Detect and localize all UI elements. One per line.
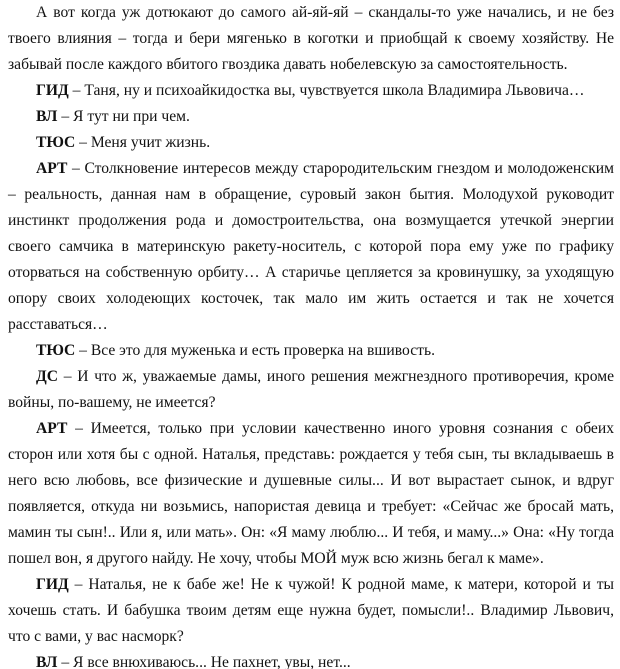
speaker-name: ВЛ	[36, 654, 58, 669]
paragraph-text: – Я все внюхиваюсь... Не пахнет, увы, нет...	[57, 654, 351, 669]
speaker-name: АРТ	[36, 420, 68, 437]
speaker-name: АРТ	[36, 160, 68, 177]
paragraph-dialogue	[8, 364, 614, 416]
paragraph-dialogue	[8, 156, 614, 338]
speaker-name: ДС	[36, 368, 58, 385]
paragraph-text: – Имеется, только при условии качественно иного уровня сознания с обеих сторон или хотя бы с одной. Наталья, представь: рождается у тебя сын, ты вкладываешь в него всю любовь, все физические и душевные силы... И вот вырастает сынок, и вдруг появляется, откуда ни возьмись, напористая девица и требует: «Сейчас же бросай мать, мамин ты сын!.. Или я, или мать». Он: «Я маму люблю... И тебя, и маму...» Она: «Ну тогда пошел вон, я другого найду. Не хочу, чтобы МОЙ муж всю жизнь бегал к маме».	[8, 420, 614, 567]
paragraph-text: – Все это для муженька и есть проверка на вшивость.	[75, 342, 435, 359]
paragraph-dialogue	[8, 572, 614, 650]
paragraph-text: – Таня, ну и психоайкидостка вы, чувствуется школа Владимира Львовича…	[68, 82, 585, 99]
paragraph-text: – Столкновение интересов между старородительским гнездом и молодоженским – реальность, данная нам в обращение, суровый закон бытия. Молодухой руководит инстинкт продолжения рода и домостроительства, она возмущается утечкой энергии своего самчика в материнскую ракету-носитель, с которой пора ему уже по графику оторваться на собственную орбиту… А старичье цепляется за кровинушку, за уходящую опору своих холодеющих косточек, так мало им жить остается и так не хочется расставаться…	[8, 160, 614, 333]
paragraph-dialogue	[8, 78, 614, 104]
speaker-name: ВЛ	[36, 108, 58, 125]
paragraph-text: – Наталья, не к бабе же! Не к чужой! К родной маме, к матери, которой и ты хочешь стать. И бабушка твоим детям еще нужна будет, помысли!.. Владимир Львович, что с вами, у вас насморк?	[8, 576, 614, 645]
speaker-name: ТЮС	[36, 342, 76, 359]
paragraph-dialogue	[8, 130, 614, 156]
paragraph-text: А вот когда уж дотюкают до самого ай-яй-яй – скандалы-то уже начались, и не без твоего влияния – тогда и бери мягенько в коготки и приобщай к своему хозяйству. Не забывай после каждого вбитого гвоздика давать нобелевскую за самостоятельность.	[8, 4, 614, 73]
paragraph-dialogue	[8, 416, 614, 572]
paragraph-dialogue	[8, 338, 614, 364]
paragraph-text: – Я тут ни при чем.	[57, 108, 190, 125]
paragraph-dialogue	[8, 104, 614, 130]
paragraph-narration	[8, 0, 614, 78]
paragraph-text: – Меня учит жизнь.	[75, 134, 211, 151]
paragraph-text: – И что ж, уважаемые дамы, иного решения межгнездного противоречия, кроме войны, по-вашему, не имеется?	[8, 368, 614, 411]
speaker-name: ГИД	[36, 82, 69, 99]
speaker-name: ТЮС	[36, 134, 76, 151]
speaker-name: ГИД	[36, 576, 69, 593]
paragraph-dialogue	[8, 650, 614, 669]
